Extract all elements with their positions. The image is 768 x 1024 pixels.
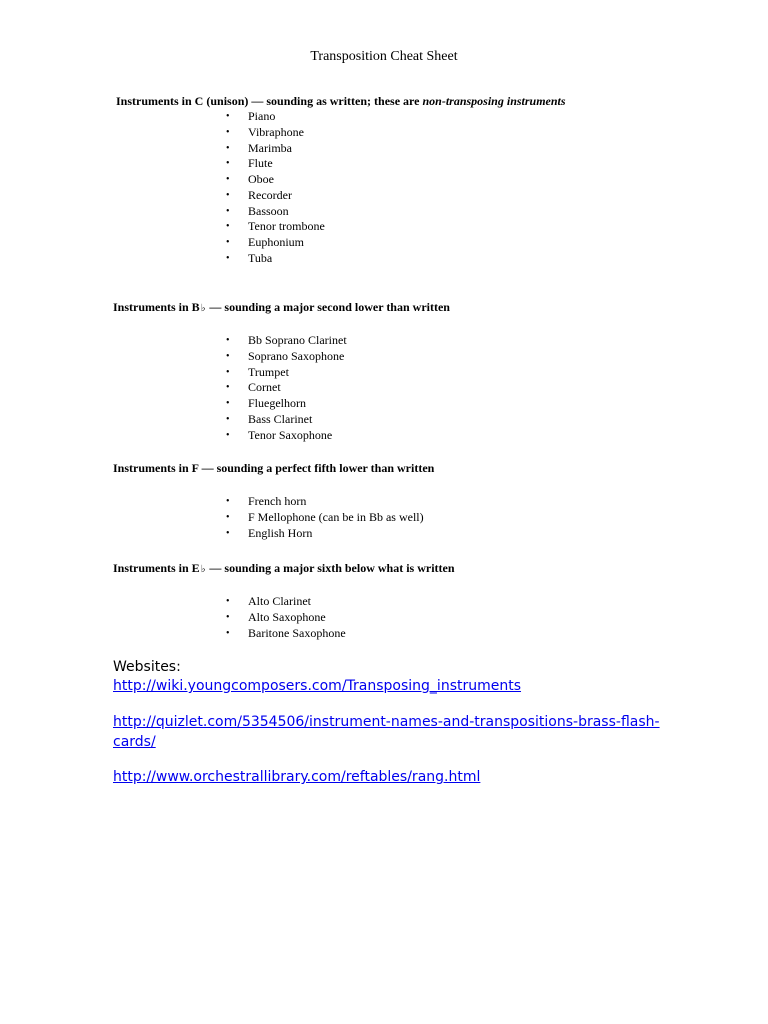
bullet-icon: •	[226, 527, 230, 539]
list-item: • Bb Soprano Clarinet	[226, 333, 347, 347]
bullet-icon: •	[226, 350, 230, 362]
section-heading-f: Instruments in F — sounding a perfect fifth lower than written	[113, 461, 435, 475]
link-quizlet[interactable]: http://quizlet.com/5354506/instrument-names-and-transpositions-brass-flash-	[113, 714, 660, 730]
instrument-list-f	[0, 494, 424, 541]
list-item: • English Horn	[226, 525, 313, 540]
list-item: • F Mellophone (can be in Bb as well)	[226, 509, 424, 524]
list-item: • Bass Clarinet	[226, 411, 313, 426]
list-item: • Piano	[226, 109, 276, 123]
bullet-icon: •	[226, 382, 230, 394]
list-item: • Tenor trombone	[226, 219, 325, 234]
websites-label: Websites:	[113, 659, 181, 675]
bullet-icon: •	[226, 496, 230, 507]
instrument-list-bflat	[0, 333, 347, 443]
bullet-icon: •	[226, 189, 230, 201]
page-title: Transposition Cheat Sheet	[310, 49, 458, 64]
bullet-icon: •	[226, 111, 230, 122]
bullet-icon: •	[226, 511, 230, 523]
list-item: • Alto Clarinet	[226, 594, 311, 608]
list-item: • Recorder	[226, 187, 292, 202]
bullet-icon: •	[226, 237, 230, 248]
section-heading-bflat-text-end: — sounding a major second lower than written	[206, 300, 450, 314]
bullet-icon: •	[226, 596, 230, 607]
bullet-icon: •	[226, 611, 230, 623]
bullet-icon: •	[226, 429, 230, 441]
section-heading-eflat-text: Instruments in E	[113, 561, 200, 575]
bullet-icon: •	[226, 366, 230, 378]
list-item: • Vibraphone	[226, 124, 304, 139]
instrument-list-eflat	[0, 594, 346, 641]
flat-symbol-icon: ♭	[200, 564, 206, 575]
section-heading-bflat-text: Instruments in B	[113, 300, 200, 314]
bullet-icon: •	[226, 174, 230, 185]
bullet-icon: •	[226, 335, 230, 346]
list-item: • Oboe	[226, 172, 274, 186]
link-youngcomposers[interactable]: http://wiki.youngcomposers.com/Transposing_instruments	[113, 678, 522, 694]
bullet-icon: •	[226, 142, 230, 154]
section-heading-eflat	[113, 560, 455, 578]
link-quizlet-continued[interactable]: cards/	[113, 734, 156, 750]
list-item: • Bassoon	[226, 203, 289, 218]
list-item: • Baritone Saxophone	[226, 625, 346, 640]
list-item: • Tuba	[226, 250, 273, 265]
list-item: • Tenor Saxophone	[226, 427, 333, 442]
list-item: • French horn	[226, 494, 307, 508]
list-item: • Soprano Saxophone	[226, 348, 345, 363]
bullet-icon: •	[226, 126, 230, 138]
flat-symbol-icon: ♭	[200, 303, 206, 314]
section-heading-bflat	[113, 299, 450, 317]
section-heading-c	[116, 93, 566, 109]
instrument-list-c	[0, 109, 325, 267]
list-item: • Cornet	[226, 380, 281, 395]
list-item: • Marimba	[226, 140, 292, 155]
bullet-icon: •	[226, 398, 230, 409]
list-item: • Euphonium	[226, 235, 304, 249]
bullet-icon: •	[226, 413, 230, 425]
bullet-icon: •	[226, 158, 230, 170]
bullet-icon: •	[226, 252, 230, 264]
section-heading-c-emphasis: non-transposing instruments	[422, 94, 566, 108]
list-item: • Fluegelhorn	[226, 396, 306, 410]
section-heading-eflat-text-end: — sounding a major sixth below what is written	[206, 561, 455, 575]
bullet-icon: •	[226, 205, 230, 217]
list-item: • Flute	[226, 156, 273, 171]
list-item: • Trumpet	[226, 364, 289, 379]
section-heading-c-text: Instruments in C (unison) — sounding as written; these are	[116, 94, 423, 108]
link-orchestrallibrary[interactable]: http://www.orchestrallibrary.com/reftables/rang.html	[113, 769, 481, 785]
bullet-icon: •	[226, 221, 230, 233]
list-item: • Alto Saxophone	[226, 609, 326, 624]
bullet-icon: •	[226, 627, 230, 639]
